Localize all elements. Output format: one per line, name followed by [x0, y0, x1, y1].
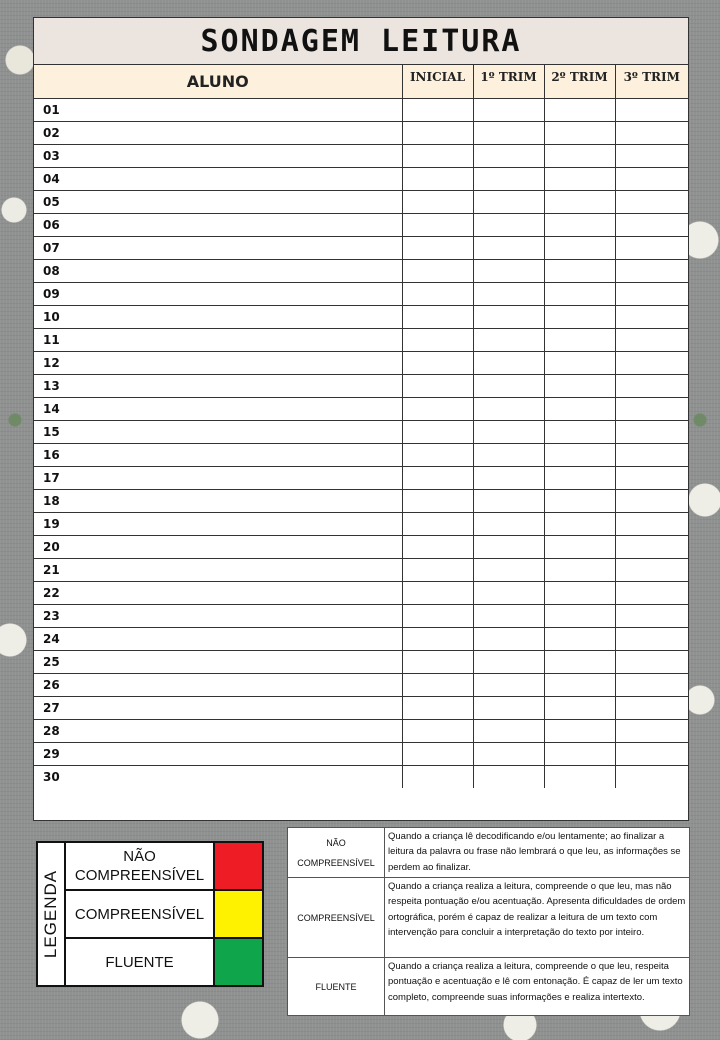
table-row — [34, 489, 688, 512]
score-cell-2-trim[interactable] — [544, 443, 615, 466]
legend-item-nao-compreensivel — [66, 843, 262, 891]
score-cell-1-trim[interactable] — [473, 213, 544, 236]
score-cell-1-trim[interactable] — [473, 374, 544, 397]
student-number-cell[interactable]: 28 — [34, 719, 402, 742]
score-cell-1-trim[interactable] — [473, 236, 544, 259]
student-number-cell[interactable]: 03 — [34, 144, 402, 167]
score-cell-inicial[interactable] — [402, 719, 473, 742]
score-cell-inicial[interactable] — [402, 650, 473, 673]
student-number-cell[interactable]: 20 — [34, 535, 402, 558]
score-cell-inicial[interactable] — [402, 466, 473, 489]
score-cell-1-trim[interactable] — [473, 144, 544, 167]
description-text: Quando a criança realiza a leitura, compreende o que leu, mas não respeita pontuação e/ou acentuação. Apresenta dificuldades de ordem ortográfica, porém é capaz de realizar a leitura de um texto com intervenção para concluir a interpretação do texto por inteiro. — [385, 878, 690, 958]
student-number-cell[interactable]: 22 — [34, 581, 402, 604]
table-row — [34, 236, 688, 259]
description-row — [288, 958, 690, 1016]
score-cell-3-trim[interactable] — [615, 167, 688, 190]
score-cell-inicial[interactable] — [402, 673, 473, 696]
score-cell-3-trim[interactable] — [615, 535, 688, 558]
score-cell-1-trim[interactable] — [473, 259, 544, 282]
score-cell-1-trim[interactable] — [473, 98, 544, 121]
score-cell-2-trim[interactable] — [544, 742, 615, 765]
student-number-cell[interactable]: 23 — [34, 604, 402, 627]
table-row — [34, 627, 688, 650]
score-cell-2-trim[interactable] — [544, 259, 615, 282]
table-header-row — [34, 65, 688, 98]
score-cell-2-trim[interactable] — [544, 627, 615, 650]
score-cell-3-trim[interactable] — [615, 558, 688, 581]
score-cell-2-trim[interactable] — [544, 190, 615, 213]
score-cell-1-trim[interactable] — [473, 351, 544, 374]
score-cell-inicial[interactable] — [402, 259, 473, 282]
score-cell-1-trim[interactable] — [473, 765, 544, 788]
table-row — [34, 259, 688, 282]
table-row — [34, 742, 688, 765]
score-cell-inicial[interactable] — [402, 696, 473, 719]
score-cell-1-trim[interactable] — [473, 535, 544, 558]
score-cell-2-trim[interactable] — [544, 397, 615, 420]
table-row — [34, 397, 688, 420]
column-header-inicial: INICIAL — [402, 65, 473, 98]
score-cell-inicial[interactable] — [402, 397, 473, 420]
score-cell-3-trim[interactable] — [615, 282, 688, 305]
score-cell-3-trim[interactable] — [615, 374, 688, 397]
score-cell-1-trim[interactable] — [473, 121, 544, 144]
score-cell-2-trim[interactable] — [544, 535, 615, 558]
score-cell-3-trim[interactable] — [615, 604, 688, 627]
score-cell-1-trim[interactable] — [473, 604, 544, 627]
score-cell-1-trim[interactable] — [473, 282, 544, 305]
student-number-cell[interactable]: 15 — [34, 420, 402, 443]
legend-rows — [66, 843, 262, 985]
student-number-cell[interactable]: 21 — [34, 558, 402, 581]
student-number-cell[interactable]: 24 — [34, 627, 402, 650]
table-row — [34, 98, 688, 121]
score-cell-inicial[interactable] — [402, 374, 473, 397]
score-cell-inicial[interactable] — [402, 213, 473, 236]
score-cell-1-trim[interactable] — [473, 673, 544, 696]
score-cell-2-trim[interactable] — [544, 696, 615, 719]
student-number-cell[interactable]: 29 — [34, 742, 402, 765]
score-cell-inicial[interactable] — [402, 282, 473, 305]
score-cell-3-trim[interactable] — [615, 144, 688, 167]
student-number-cell[interactable]: 05 — [34, 190, 402, 213]
table-row — [34, 512, 688, 535]
table-row — [34, 190, 688, 213]
description-table — [287, 827, 690, 1016]
table-row — [34, 282, 688, 305]
score-cell-2-trim[interactable] — [544, 765, 615, 788]
score-cell-inicial[interactable] — [402, 558, 473, 581]
score-cell-3-trim[interactable] — [615, 581, 688, 604]
score-cell-1-trim[interactable] — [473, 328, 544, 351]
score-cell-3-trim[interactable] — [615, 765, 688, 788]
score-cell-inicial[interactable] — [402, 351, 473, 374]
legend-item-fluente — [66, 939, 262, 985]
score-cell-2-trim[interactable] — [544, 466, 615, 489]
score-cell-1-trim[interactable] — [473, 397, 544, 420]
table-row — [34, 466, 688, 489]
legend-box — [36, 841, 264, 987]
table-row — [34, 443, 688, 466]
table-row — [34, 144, 688, 167]
student-number-cell[interactable]: 01 — [34, 98, 402, 121]
score-cell-3-trim[interactable] — [615, 236, 688, 259]
legend-swatch-red — [215, 843, 262, 889]
table-row — [34, 765, 688, 788]
score-cell-inicial[interactable] — [402, 604, 473, 627]
score-cell-3-trim[interactable] — [615, 696, 688, 719]
score-cell-2-trim[interactable] — [544, 98, 615, 121]
column-header-3-trim: 3º TRIM — [615, 65, 688, 98]
score-cell-3-trim[interactable] — [615, 512, 688, 535]
description-term: FLUENTE — [288, 958, 385, 1016]
description-term: COMPREENSÍVEL — [288, 878, 385, 958]
score-cell-1-trim[interactable] — [473, 627, 544, 650]
student-number-cell[interactable]: 06 — [34, 213, 402, 236]
table-row — [34, 213, 688, 236]
description-text: Quando a criança lê decodificando e/ou lentamente; ao finalizar a leitura da palavra ou frase não lembrará o que leu, as informações se perdem ao finalizar. — [385, 828, 690, 878]
score-cell-3-trim[interactable] — [615, 719, 688, 742]
score-cell-3-trim[interactable] — [615, 305, 688, 328]
score-cell-1-trim[interactable] — [473, 466, 544, 489]
student-number-cell[interactable]: 07 — [34, 236, 402, 259]
table-row — [34, 581, 688, 604]
score-cell-3-trim[interactable] — [615, 443, 688, 466]
score-cell-inicial[interactable] — [402, 420, 473, 443]
score-cell-inicial[interactable] — [402, 236, 473, 259]
score-cell-1-trim[interactable] — [473, 581, 544, 604]
score-cell-3-trim[interactable] — [615, 489, 688, 512]
student-number-cell[interactable]: 10 — [34, 305, 402, 328]
score-cell-1-trim[interactable] — [473, 742, 544, 765]
score-cell-2-trim[interactable] — [544, 581, 615, 604]
score-cell-inicial[interactable] — [402, 305, 473, 328]
score-cell-2-trim[interactable] — [544, 673, 615, 696]
score-cell-3-trim[interactable] — [615, 213, 688, 236]
score-cell-1-trim[interactable] — [473, 650, 544, 673]
score-cell-inicial[interactable] — [402, 535, 473, 558]
table-row — [34, 650, 688, 673]
score-cell-2-trim[interactable] — [544, 144, 615, 167]
score-cell-2-trim[interactable] — [544, 558, 615, 581]
legend-swatch-green — [215, 939, 262, 985]
score-cell-1-trim[interactable] — [473, 489, 544, 512]
score-cell-1-trim[interactable] — [473, 696, 544, 719]
score-cell-1-trim[interactable] — [473, 167, 544, 190]
score-cell-1-trim[interactable] — [473, 558, 544, 581]
student-number-cell[interactable]: 13 — [34, 374, 402, 397]
score-cell-inicial[interactable] — [402, 512, 473, 535]
score-cell-1-trim[interactable] — [473, 443, 544, 466]
student-number-cell[interactable]: 18 — [34, 489, 402, 512]
score-cell-3-trim[interactable] — [615, 466, 688, 489]
score-cell-2-trim[interactable] — [544, 719, 615, 742]
student-number-cell[interactable]: 12 — [34, 351, 402, 374]
score-cell-3-trim[interactable] — [615, 259, 688, 282]
score-cell-inicial[interactable] — [402, 167, 473, 190]
legend-label: FLUENTE — [66, 939, 215, 985]
description-term: NÃO COMPREENSÍVEL — [288, 828, 385, 878]
score-cell-1-trim[interactable] — [473, 190, 544, 213]
column-header-aluno: ALUNO — [34, 65, 402, 98]
score-cell-3-trim[interactable] — [615, 673, 688, 696]
score-cell-inicial[interactable] — [402, 98, 473, 121]
student-number-cell[interactable]: 26 — [34, 673, 402, 696]
table-row — [34, 535, 688, 558]
student-number-cell[interactable]: 11 — [34, 328, 402, 351]
score-cell-2-trim[interactable] — [544, 604, 615, 627]
student-number-cell[interactable]: 02 — [34, 121, 402, 144]
score-cell-3-trim[interactable] — [615, 627, 688, 650]
legend-item-compreensivel — [66, 891, 262, 939]
score-cell-3-trim[interactable] — [615, 397, 688, 420]
legend-label: NÃO COMPREENSÍVEL — [66, 843, 215, 889]
column-header-1-trim: 1º TRIM — [473, 65, 544, 98]
table-row — [34, 673, 688, 696]
table-row — [34, 558, 688, 581]
student-number-cell[interactable]: 27 — [34, 696, 402, 719]
student-number-cell[interactable]: 04 — [34, 167, 402, 190]
score-cell-inicial[interactable] — [402, 121, 473, 144]
student-number-cell[interactable]: 16 — [34, 443, 402, 466]
score-cell-2-trim[interactable] — [544, 328, 615, 351]
legend-swatch-yellow — [215, 891, 262, 937]
page-title: SONDAGEM LEITURA — [34, 18, 688, 65]
table-row — [34, 167, 688, 190]
score-cell-1-trim[interactable] — [473, 305, 544, 328]
score-cell-2-trim[interactable] — [544, 374, 615, 397]
description-row — [288, 828, 690, 878]
score-cell-2-trim[interactable] — [544, 282, 615, 305]
score-cell-3-trim[interactable] — [615, 190, 688, 213]
score-cell-2-trim[interactable] — [544, 305, 615, 328]
student-number-cell[interactable]: 08 — [34, 259, 402, 282]
score-cell-inicial[interactable] — [402, 581, 473, 604]
column-header-2-trim: 2º TRIM — [544, 65, 615, 98]
legend-title: LEGENDA — [38, 843, 66, 985]
score-cell-inicial[interactable] — [402, 742, 473, 765]
score-cell-2-trim[interactable] — [544, 489, 615, 512]
score-cell-inicial[interactable] — [402, 489, 473, 512]
score-cell-3-trim[interactable] — [615, 420, 688, 443]
score-cell-inicial[interactable] — [402, 190, 473, 213]
table-row — [34, 305, 688, 328]
student-number-cell[interactable]: 30 — [34, 765, 402, 788]
student-number-cell[interactable]: 25 — [34, 650, 402, 673]
score-cell-3-trim[interactable] — [615, 742, 688, 765]
description-row — [288, 878, 690, 958]
table-row — [34, 328, 688, 351]
score-cell-2-trim[interactable] — [544, 213, 615, 236]
score-cell-2-trim[interactable] — [544, 351, 615, 374]
score-cell-2-trim[interactable] — [544, 167, 615, 190]
legend-label: COMPREENSÍVEL — [66, 891, 215, 937]
student-table — [34, 65, 688, 788]
score-cell-2-trim[interactable] — [544, 121, 615, 144]
score-cell-3-trim[interactable] — [615, 650, 688, 673]
table-row — [34, 121, 688, 144]
score-cell-3-trim[interactable] — [615, 351, 688, 374]
score-cell-1-trim[interactable] — [473, 719, 544, 742]
score-cell-1-trim[interactable] — [473, 420, 544, 443]
table-row — [34, 374, 688, 397]
score-cell-inicial[interactable] — [402, 144, 473, 167]
score-cell-2-trim[interactable] — [544, 236, 615, 259]
table-row — [34, 719, 688, 742]
student-number-cell[interactable]: 19 — [34, 512, 402, 535]
score-cell-2-trim[interactable] — [544, 650, 615, 673]
score-cell-3-trim[interactable] — [615, 121, 688, 144]
student-number-cell[interactable]: 17 — [34, 466, 402, 489]
score-cell-3-trim[interactable] — [615, 328, 688, 351]
table-row — [34, 604, 688, 627]
score-cell-inicial[interactable] — [402, 627, 473, 650]
student-number-cell[interactable]: 14 — [34, 397, 402, 420]
student-number-cell[interactable]: 09 — [34, 282, 402, 305]
score-cell-1-trim[interactable] — [473, 512, 544, 535]
score-cell-3-trim[interactable] — [615, 98, 688, 121]
reading-assessment-sheet — [33, 17, 689, 821]
table-row — [34, 420, 688, 443]
score-cell-2-trim[interactable] — [544, 512, 615, 535]
score-cell-inicial[interactable] — [402, 443, 473, 466]
table-row — [34, 696, 688, 719]
score-cell-inicial[interactable] — [402, 328, 473, 351]
description-text: Quando a criança realiza a leitura, compreende o que leu, respeita pontuação e acentuação e lê com entonação. É capaz de ler um texto completo, compreende suas informações e realiza intertexto. — [385, 958, 690, 1016]
score-cell-2-trim[interactable] — [544, 420, 615, 443]
table-row — [34, 351, 688, 374]
score-cell-inicial[interactable] — [402, 765, 473, 788]
